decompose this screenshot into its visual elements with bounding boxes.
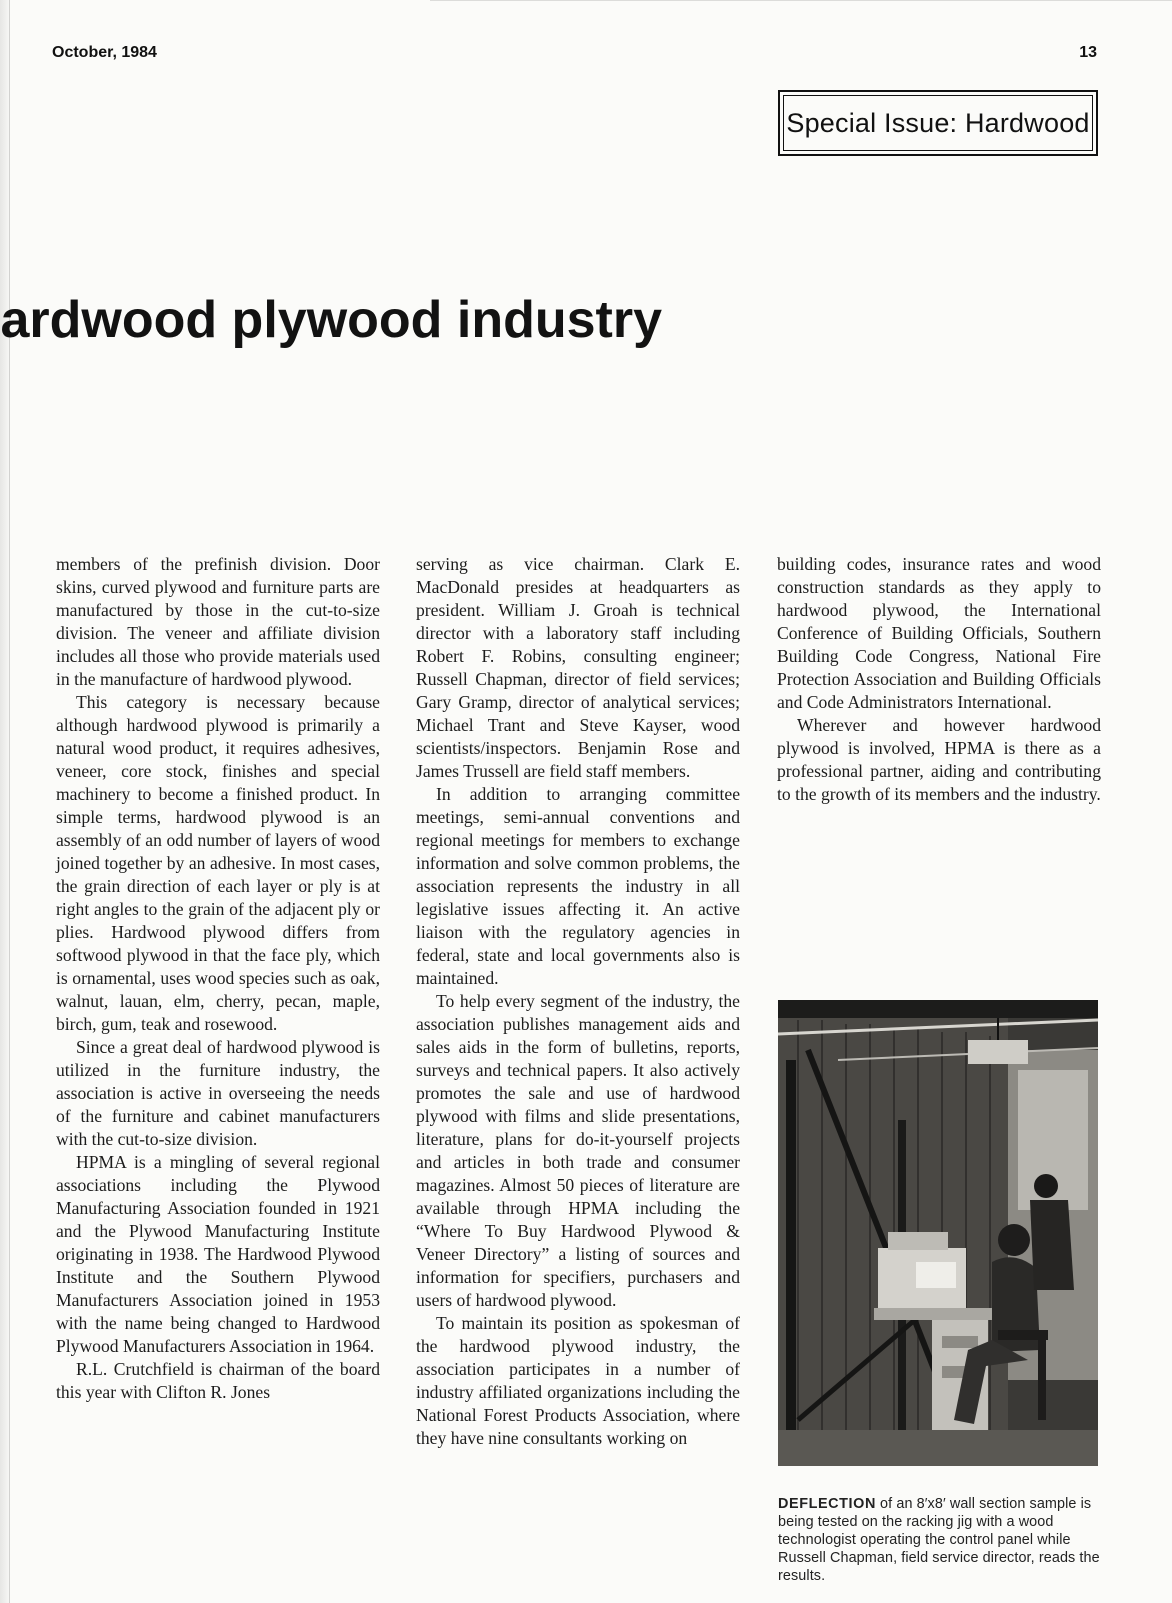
headline-text: ardwood plywood industry [0,291,663,349]
paragraph: To help every segment of the industry, the association publishes management aids and sales aids in the form of bulletins, reports, surveys and technical papers. It also actively promotes the sale and use of hardwood plywood with films and slide presentations, literature, plans for do-it-yourself projects and articles in both trade and consumer magazines. Almost 50 pieces of literature are available through HPMA including the “Where To Buy Hardwood Plywood & Veneer Directory” a listing of sources and information for specifiers, purchasers and users of hardwood plywood. [416,991,740,1310]
paragraph: members of the prefinish division. Door skins, curved plywood and furniture parts are manufactured by those in the cut-to-size division. The veneer and affiliate division includes all those who provide materials used in the manufacture of hardwood plywood. [56,554,380,689]
photo-caption [778,1495,1100,1585]
page-number: 13 [1079,44,1097,61]
caption-lead: DEFLECTION [778,1496,876,1512]
paragraph: To maintain its position as spokesman of the hardwood plywood industry, the association participates in a number of industry affiliated organizations including the National Forest Products Association, where they have nine consultants working on [416,1313,740,1448]
paragraph: HPMA is a mingling of several regional associations including the Plywood Manufacturing Association founded in 1921 and the Plywood Manufacturing Institute originating in 1938. The Hardwood Plywood Institute and the Southern Plywood Manufacturers Association joined in 1953 with the name being changed to Hardwood Plywood Manufacturers Association in 1964. [56,1152,380,1356]
text-column-1 [56,553,380,1404]
special-issue-label: Special Issue: Hardwood [783,95,1093,151]
paragraph: R.L. Crutchfield is chairman of the board this year with Clifton R. Jones [56,1359,380,1402]
article-photo [778,1000,1098,1466]
paragraph: In addition to arranging committee meetings, semi-annual conventions and regional meetings for members to exchange information and solve common problems, the association represents the industry in all legislative issues affecting it. An active liaison with the regulatory agencies in federal, state and local governments also is maintained. [416,784,740,988]
article-headline [0,290,662,350]
paragraph: serving as vice chairman. Clark E. MacDonald presides at headquarters as president. William J. Groah is technical director with a laboratory staff including Robert F. Robins, consulting engineer; Russell Chapman, director of field services; Gary Gramp, director of analytical services; Michael Trant and Steve Kayser, wood scientists/inspectors. Benjamin Rose and James Trussell are field staff members. [416,554,740,781]
paragraph: Since a great deal of hardwood plywood is utilized in the furniture industry, the association is active in overseeing the needs of the furniture and cabinet manufacturers with the cut-to-size division. [56,1037,380,1149]
header-date: October, 1984 [52,44,157,61]
text-column-3 [777,553,1101,806]
paragraph: This category is necessary because although hardwood plywood is primarily a natural wood product, it requires adhesives, veneer, core stock, finishes and special machinery to become a finished product. In simple terms, hardwood plywood is an assembly of an odd number of layers of wood joined together by an adhesive. In most cases, the grain direction of each layer or ply is at right angles to the grain of the adjacent ply or plies. Hardwood plywood differs from softwood plywood in that the face ply, which is ornamental, uses wood species such as oak, walnut, lauan, elm, cherry, pecan, maple, birch, gum, teak and rosewood. [56,692,380,1034]
caption-text: of an 8′x8′ wall section sample is being tested on the racking jig with a wood technologist operating the control panel while Russell Chapman, field service director, reads the results. [778,1496,1100,1584]
paragraph: building codes, insurance rates and wood construction standards as they apply to hardwood plywood, the International Conference of Building Officials, Southern Building Code Congress, National Fire Protection Association and Building Officials and Code Administrators International. [777,554,1101,712]
paragraph: Wherever and however hardwood plywood is involved, HPMA is there as a professional partner, aiding and contributing to the growth of its members and the industry. [777,715,1101,804]
photo-illustration [778,1000,1098,1466]
page-spine-edge [0,0,10,1603]
text-column-2 [416,553,740,1450]
top-rule [430,0,1172,1]
special-issue-box [778,90,1098,156]
